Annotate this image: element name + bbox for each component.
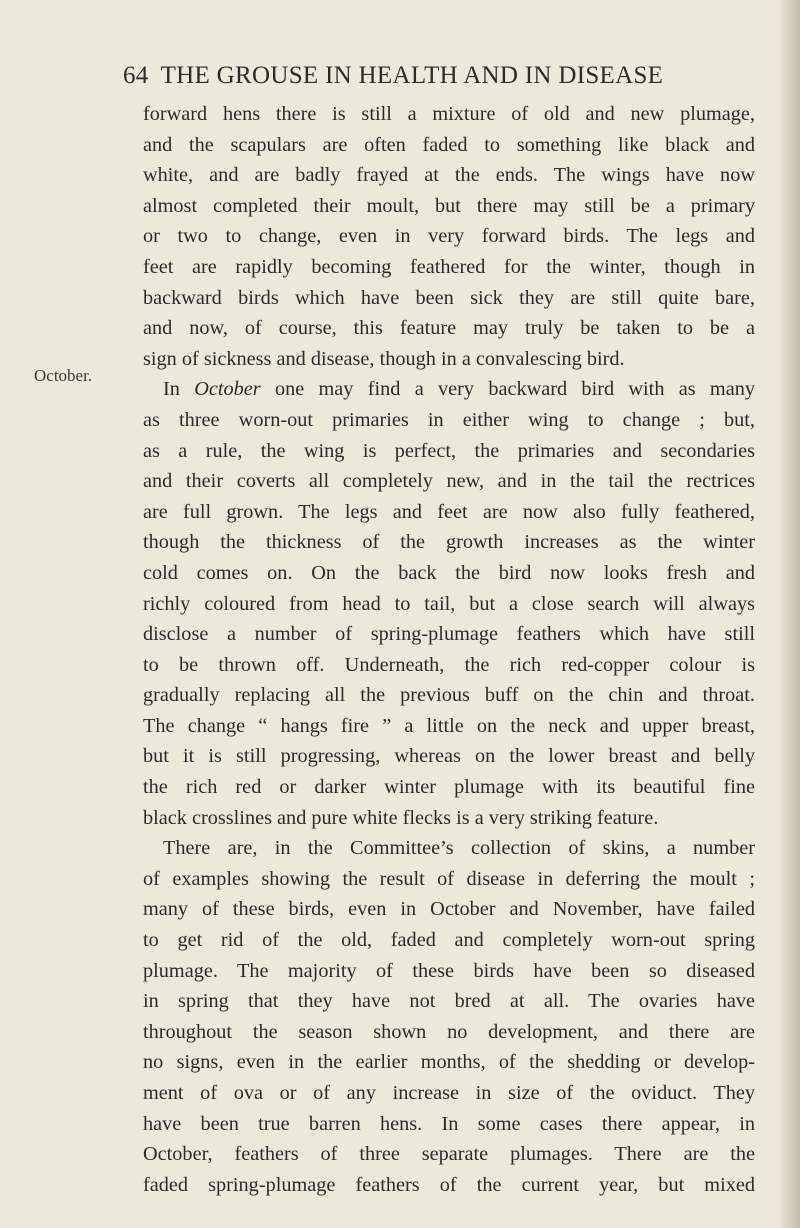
text-line: sign of sickness and disease, though in a convalescing bird. <box>143 347 625 370</box>
text-line: gradually replacing all the previous buff on the chin and throat. <box>143 684 755 707</box>
paragraph <box>143 833 755 1200</box>
page-edge-shadow <box>778 0 800 1228</box>
text-line: though the thickness of the growth increases as the winter <box>143 531 755 554</box>
text-line: disclose a number of spring-plumage feathers which have still <box>143 623 755 646</box>
paragraph <box>143 99 755 374</box>
running-title: THE GROUSE IN HEALTH AND IN DISEASE <box>160 62 664 89</box>
text-line: are full grown. The legs and feet are now also fully feathered, <box>143 500 755 523</box>
body-text <box>143 99 755 1200</box>
text-line: to be thrown off. Underneath, the rich red-copper colour is <box>143 653 755 676</box>
text-line: in spring that they have not bred at all. The ovaries have <box>143 990 755 1013</box>
text-line: or two to change, even in very forward birds. The legs and <box>143 225 755 248</box>
page-number: 64 <box>123 62 149 89</box>
text-line: have been true barren hens. In some cases there appear, in <box>143 1112 755 1135</box>
text-line: and now, of course, this feature may truly be taken to be a <box>143 317 755 340</box>
text-line: plumage. The majority of these birds have been so diseased <box>143 959 755 982</box>
margin-note: October. <box>34 366 93 385</box>
text-line: richly coloured from head to tail, but a close search will always <box>143 592 755 615</box>
text-run: In <box>163 378 195 401</box>
text-line: almost completed their moult, but there may still be a primary <box>143 194 755 217</box>
text-line: many of these birds, even in October and November, have failed <box>143 898 755 921</box>
italic-run: October <box>194 378 261 401</box>
text-line: There are, in the Committee’s collection of skins, a number <box>163 837 755 860</box>
text-line: and the scapulars are often faded to something like black and <box>143 133 755 156</box>
text-run: one may find a very backward bird with as many <box>260 378 755 401</box>
text-line: feet are rapidly becoming feathered for the winter, though in <box>143 255 755 278</box>
text-line: backward birds which have been sick they are still quite bare, <box>143 286 755 309</box>
text-line: forward hens there is still a mixture of old and new plumage, <box>143 103 755 125</box>
text-line: no signs, even in the earlier months, of the shedding or develop- <box>143 1051 755 1074</box>
text-line: to get rid of the old, faded and completely worn-out spring <box>143 929 755 952</box>
text-line: the rich red or darker winter plumage with its beautiful fine <box>143 776 755 799</box>
text-line: of examples showing the result of disease in deferring the moult ; <box>143 867 755 890</box>
text-line: as three worn-out primaries in either wing to change ; but, <box>143 408 755 431</box>
text-line: ment of ova or of any increase in size of the oviduct. They <box>143 1082 755 1104</box>
running-header <box>123 62 753 90</box>
paragraph <box>143 374 755 833</box>
text-line: throughout the season shown no development, and there are <box>143 1020 755 1043</box>
text-line: as a rule, the wing is perfect, the primaries and secondaries <box>143 439 755 462</box>
text-line: October, feathers of three separate plumages. There are the <box>143 1143 755 1166</box>
text-line: white, and are badly frayed at the ends. The wings have now <box>143 164 755 187</box>
text-line: and their coverts all completely new, and in the tail the rectrices <box>143 470 755 493</box>
text-line <box>143 374 755 405</box>
text-line: but it is still progressing, whereas on the lower breast and belly <box>143 745 755 768</box>
text-line: faded spring-plumage feathers of the current year, but mixed <box>143 1173 755 1196</box>
text-line: cold comes on. On the back the bird now looks fresh and <box>143 561 755 584</box>
text-line: black crosslines and pure white flecks is a very striking feature. <box>143 806 659 829</box>
text-line: The change “ hangs fire ” a little on the neck and upper breast, <box>143 714 755 737</box>
